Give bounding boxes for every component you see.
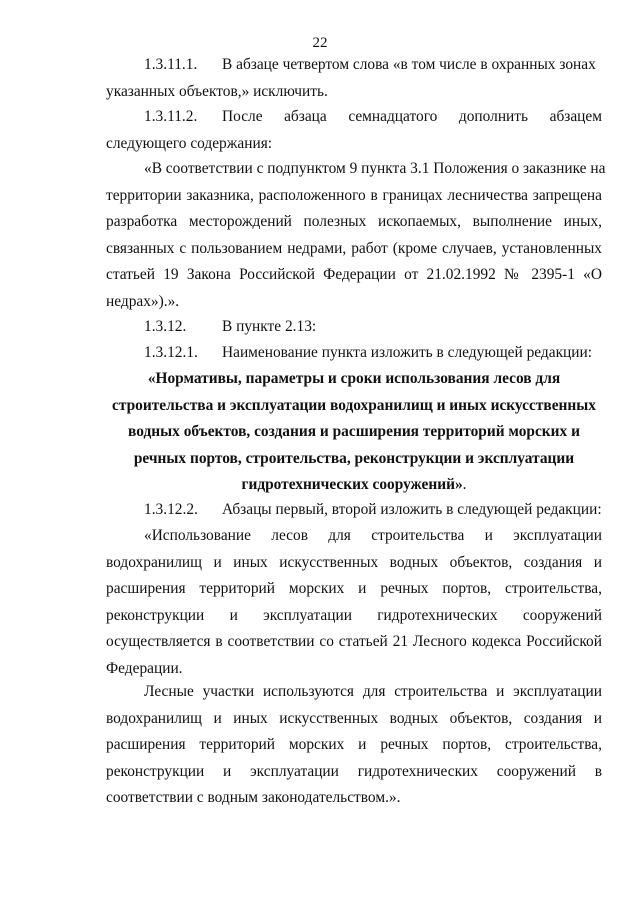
paragraph-text: В абзаце четвертом слова «в том числе в охранных зонах xyxy=(222,56,596,73)
paragraph-text: статьей 19 Закона Российской Федерации от 21.02.1992 № 2395-1 «О xyxy=(106,266,602,283)
paragraph-text: указанных объектов,» исключить. xyxy=(106,82,328,100)
heading-line: строительства и эксплуатации водохранилищ и иных искусственных xyxy=(112,396,596,414)
paragraph-text: Лесные участки используются для строительства и эксплуатации xyxy=(144,683,602,700)
paragraph-text: разработка месторождений полезных ископаемых, выполнение иных, xyxy=(106,213,602,230)
quoted-paragraph-forest-use xyxy=(106,523,602,682)
paragraph-text: водохранилищ и иных искусственных водных объектов, создания и xyxy=(106,553,602,571)
paragraph-text: реконструкции и эксплуатации гидротехнических сооружений в xyxy=(106,762,602,780)
paragraph-text: реконструкции и эксплуатации гидротехнических сооружений xyxy=(106,606,602,624)
new-item-heading xyxy=(106,366,602,499)
heading-line: «Нормативы, параметры и сроки использования лесов для xyxy=(147,370,561,387)
paragraph-text: «В соответствии с подпунктом 9 пункта 3.1 Положения о заказнике на xyxy=(144,160,606,177)
page-number: 22 xyxy=(312,35,328,51)
item-number: 1.3.11.2. xyxy=(144,108,198,125)
quoted-paragraph-forest-plots xyxy=(106,679,602,812)
item-number: 1.3.11.1. xyxy=(144,56,198,73)
paragraph-1-3-12-1 xyxy=(106,340,602,367)
paragraph-text: водохранилищ и иных искусственных водных объектов, создания и xyxy=(106,709,602,727)
paragraph-text: недрах»).». xyxy=(106,292,180,310)
quoted-paragraph-reserve xyxy=(106,156,606,315)
paragraph-text: В пункте 2.13: xyxy=(222,318,317,335)
heading-line: речных портов, строительства, реконструкции и эксплуатации xyxy=(133,449,575,467)
paragraph-text: территории заказника, расположенного в границах лесничества запрещена xyxy=(106,186,602,204)
paragraph-text: осуществляется в соответствии со статьей 21 Лесного кодекса Российской xyxy=(106,633,602,650)
paragraph-text: «Использование лесов для строительства и эксплуатации xyxy=(144,527,602,544)
paragraph-text: расширения территорий морских и речных портов, строительства, xyxy=(106,736,602,753)
paragraph-text: следующего содержания: xyxy=(106,134,273,152)
paragraph-1-3-11-1 xyxy=(106,52,602,105)
item-number: 1.3.12.1. xyxy=(144,344,198,361)
item-number: 1.3.12.2. xyxy=(144,501,198,518)
paragraph-text: соответствии с водным законодательством.». xyxy=(106,789,401,806)
item-number: 1.3.12. xyxy=(144,318,187,335)
heading-period: . xyxy=(462,476,467,493)
heading-line: гидротехнических сооружений» xyxy=(241,476,463,493)
paragraph-text: Федерации. xyxy=(106,659,183,677)
paragraph-text: После абзаца семнадцатого дополнить абзацем xyxy=(222,108,602,125)
paragraph-text: Наименование пункта изложить в следующей редакции: xyxy=(222,344,593,361)
heading-line: водных объектов, создания и расширения территорий морских и xyxy=(128,423,580,440)
paragraph-text: связанных с пользованием недрами, работ (кроме случаев, установленных xyxy=(106,239,602,257)
paragraph-1-3-12-2 xyxy=(106,497,602,524)
paragraph-1-3-11-2 xyxy=(106,104,602,157)
paragraph-text: расширения территорий морских и речных портов, строительства, xyxy=(106,580,602,597)
paragraph-text: Абзацы первый, второй изложить в следующей редакции: xyxy=(222,501,602,518)
paragraph-1-3-12 xyxy=(106,314,602,341)
